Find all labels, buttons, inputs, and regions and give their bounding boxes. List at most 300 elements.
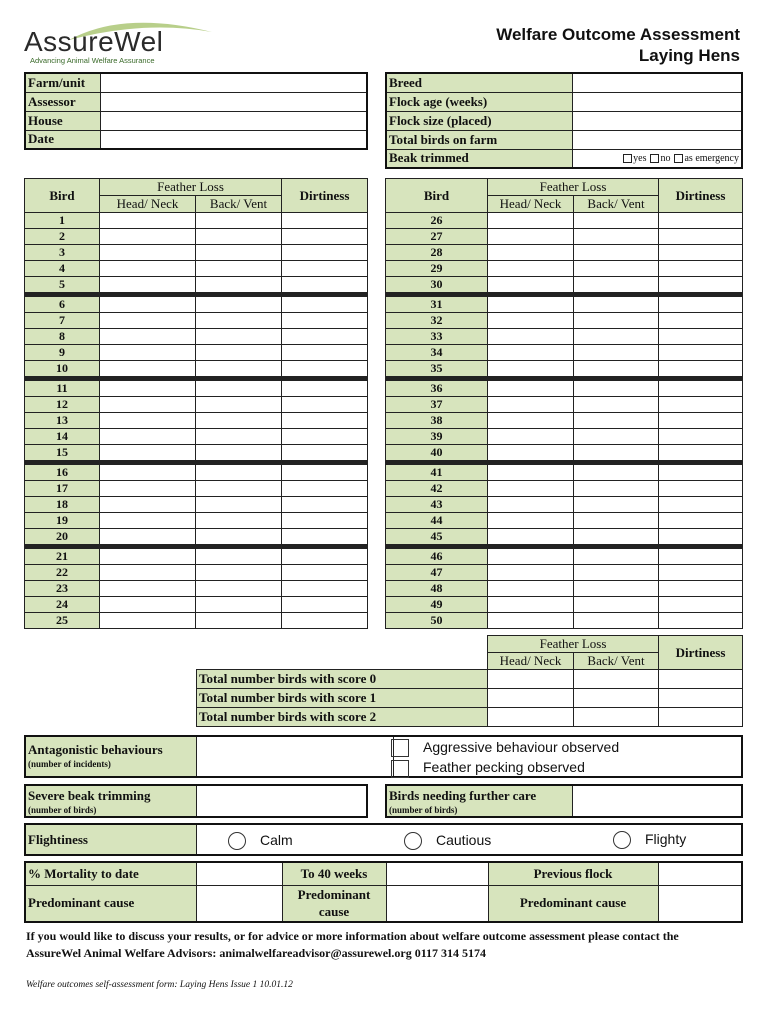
head-neck-score[interactable]	[488, 413, 574, 429]
back-vent-score[interactable]	[574, 547, 659, 565]
bird-number: 49	[386, 597, 488, 613]
predominant-cause-mid-input[interactable]	[386, 885, 488, 922]
bird-number: 14	[25, 429, 100, 445]
feather-pecking-option[interactable]	[391, 757, 619, 777]
back-vent-score[interactable]	[196, 513, 282, 529]
back-vent-score[interactable]	[574, 565, 659, 581]
bird-number: 18	[25, 497, 100, 513]
bird-row	[25, 513, 368, 529]
farm-info-label: Assessor	[25, 92, 100, 111]
severe-beak-section	[24, 784, 368, 818]
total-dirtiness[interactable]	[659, 689, 743, 708]
head-neck-score[interactable]	[488, 513, 574, 529]
back-vent-score[interactable]	[196, 463, 282, 481]
dirtiness-score[interactable]	[282, 613, 368, 629]
back-vent-score[interactable]	[196, 295, 282, 313]
back-vent-score[interactable]	[574, 261, 659, 277]
dirtiness-score[interactable]	[659, 581, 743, 597]
back-vent-score[interactable]	[196, 497, 282, 513]
bird-row	[25, 445, 368, 463]
bird-row	[386, 565, 743, 581]
bird-number: 19	[25, 513, 100, 529]
flighty-radio[interactable]	[613, 831, 631, 849]
head-neck-score[interactable]	[100, 463, 196, 481]
head-neck-score[interactable]	[100, 261, 196, 277]
cautious-radio[interactable]	[404, 832, 422, 850]
back-vent-score[interactable]	[196, 581, 282, 597]
head-neck-score[interactable]	[100, 613, 196, 629]
bird-number: 34	[386, 345, 488, 361]
back-vent-score[interactable]	[196, 229, 282, 245]
bird-row	[386, 313, 743, 329]
dirtiness-score[interactable]	[659, 345, 743, 361]
dirtiness-score[interactable]	[282, 413, 368, 429]
back-vent-score[interactable]	[574, 295, 659, 313]
dirtiness-score[interactable]	[282, 565, 368, 581]
further-care-sub: (number of birds)	[389, 805, 458, 815]
head-neck-score[interactable]	[488, 565, 574, 581]
further-care-input[interactable]	[573, 786, 741, 816]
bird-number: 23	[25, 581, 100, 597]
bird-number: 36	[386, 379, 488, 397]
total-score-label: Total number birds with score 1	[197, 689, 488, 708]
bird-number: 8	[25, 329, 100, 345]
dirtiness-score[interactable]	[659, 547, 743, 565]
head-neck-score[interactable]	[100, 329, 196, 345]
flightiness-section	[24, 823, 743, 856]
back-vent-score[interactable]	[574, 313, 659, 329]
bird-row	[25, 613, 368, 629]
bird-number: 44	[386, 513, 488, 529]
bird-number: 27	[386, 229, 488, 245]
back-vent-score[interactable]	[196, 397, 282, 413]
dirtiness-score[interactable]	[282, 313, 368, 329]
dirtiness-score[interactable]	[282, 329, 368, 345]
bird-row	[25, 295, 368, 313]
head-neck-score[interactable]	[100, 213, 196, 229]
dirtiness-score[interactable]	[282, 229, 368, 245]
dirtiness-score[interactable]	[659, 613, 743, 629]
dirtiness-score[interactable]	[282, 397, 368, 413]
head-neck-score[interactable]	[100, 565, 196, 581]
bird-row	[25, 481, 368, 497]
bird-row	[386, 429, 743, 445]
head-neck-score[interactable]	[100, 481, 196, 497]
head-neck-score[interactable]	[100, 313, 196, 329]
total-score-label: Total number birds with score 0	[197, 670, 488, 689]
dirtiness-score[interactable]	[282, 361, 368, 379]
flock-info-input[interactable]	[572, 130, 742, 149]
farm-info-label: Date	[25, 130, 100, 149]
dirtiness-score[interactable]	[282, 547, 368, 565]
total-back-vent[interactable]	[574, 689, 659, 708]
head-neck-score[interactable]	[488, 613, 574, 629]
head-neck-score[interactable]	[488, 295, 574, 313]
logo-tagline: Advancing Animal Welfare Assurance	[30, 56, 155, 65]
bird-row	[386, 413, 743, 429]
aggressive-checkbox[interactable]	[391, 739, 409, 757]
dirtiness-score[interactable]	[282, 463, 368, 481]
dirtiness-score[interactable]	[659, 329, 743, 345]
flock-info-label: Beak trimmed	[386, 149, 572, 168]
head-neck-score[interactable]	[100, 513, 196, 529]
dirtiness-score[interactable]	[659, 513, 743, 529]
head-neck-score[interactable]	[100, 345, 196, 361]
back-vent-score[interactable]	[574, 463, 659, 481]
bird-row	[25, 277, 368, 295]
dirtiness-score[interactable]	[282, 497, 368, 513]
head-neck-score[interactable]	[488, 261, 574, 277]
bird-number: 32	[386, 313, 488, 329]
head-neck-score[interactable]	[488, 445, 574, 463]
dirtiness-score[interactable]	[659, 529, 743, 547]
bird-row	[386, 497, 743, 513]
bird-header: Bird	[25, 179, 100, 213]
flock-info-label: Breed	[386, 73, 572, 92]
dirtiness-score[interactable]	[659, 295, 743, 313]
back-vent-score[interactable]	[574, 361, 659, 379]
bird-row	[25, 329, 368, 345]
back-vent-score[interactable]	[574, 413, 659, 429]
dirtiness-score[interactable]	[659, 565, 743, 581]
bird-row	[25, 529, 368, 547]
feather-pecking-checkbox[interactable]	[391, 760, 409, 778]
bird-number: 42	[386, 481, 488, 497]
predominant-cause-previous-label: Predominant cause	[488, 885, 658, 922]
beak-checkbox[interactable]	[674, 154, 683, 163]
beak-option[interactable]	[674, 153, 739, 164]
head-neck-score[interactable]	[100, 413, 196, 429]
back-vent-score[interactable]	[196, 529, 282, 547]
head-neck-score[interactable]	[100, 445, 196, 463]
head-neck-score[interactable]	[100, 295, 196, 313]
back-vent-score[interactable]	[574, 345, 659, 361]
antagonistic-sub: (number of incidents)	[28, 759, 111, 769]
head-neck-score[interactable]	[100, 379, 196, 397]
beak-option[interactable]	[623, 153, 646, 164]
back-vent-score[interactable]	[196, 361, 282, 379]
head-neck-score[interactable]	[100, 429, 196, 445]
bird-row	[25, 379, 368, 397]
bird-number: 1	[25, 213, 100, 229]
bird-number: 28	[386, 245, 488, 261]
calm-label: Calm	[260, 832, 293, 848]
bird-number: 24	[25, 597, 100, 613]
beak-option[interactable]	[650, 153, 670, 164]
back-vent-score[interactable]	[196, 245, 282, 261]
dirtiness-score[interactable]	[282, 429, 368, 445]
head-neck-score[interactable]	[100, 277, 196, 295]
dirtiness-score[interactable]	[659, 213, 743, 229]
bird-number: 3	[25, 245, 100, 261]
flightiness-flighty-option[interactable]	[613, 831, 686, 849]
dirtiness-score[interactable]	[282, 345, 368, 361]
beak-option-label: no	[660, 152, 671, 164]
dirtiness-score[interactable]	[659, 379, 743, 397]
beak-option-label: yes	[633, 152, 647, 164]
back-vent-score[interactable]	[574, 513, 659, 529]
back-vent-score[interactable]	[574, 213, 659, 229]
head-neck-score[interactable]	[100, 229, 196, 245]
dirtiness-score[interactable]	[659, 413, 743, 429]
head-neck-score[interactable]	[488, 245, 574, 261]
bird-number: 35	[386, 361, 488, 379]
bird-number: 39	[386, 429, 488, 445]
dirtiness-score[interactable]	[659, 463, 743, 481]
bird-number: 15	[25, 445, 100, 463]
dirtiness-score[interactable]	[659, 397, 743, 413]
dirtiness-score[interactable]	[659, 481, 743, 497]
back-vent-score[interactable]	[196, 597, 282, 613]
flock-info-input[interactable]	[572, 92, 742, 111]
head-neck-score[interactable]	[488, 213, 574, 229]
head-neck-score[interactable]	[488, 597, 574, 613]
back-vent-score[interactable]	[196, 277, 282, 295]
back-vent-score[interactable]	[196, 429, 282, 445]
head-neck-score[interactable]	[488, 329, 574, 345]
predominant-cause-label: Predominant cause	[25, 885, 196, 922]
to-40-weeks-input[interactable]	[386, 862, 488, 885]
bird-row	[386, 295, 743, 313]
back-vent-score[interactable]	[196, 329, 282, 345]
total-back-vent[interactable]	[574, 670, 659, 689]
predominant-cause-mid-label: Predominant cause	[282, 885, 386, 922]
bird-number: 25	[25, 613, 100, 629]
dirtiness-score[interactable]	[282, 597, 368, 613]
flightiness-calm-option[interactable]	[228, 832, 293, 850]
mortality-input[interactable]	[196, 862, 282, 885]
bird-number: 7	[25, 313, 100, 329]
bird-row	[386, 481, 743, 497]
farm-info-label: Farm/unit	[25, 73, 100, 92]
back-vent-score[interactable]	[574, 397, 659, 413]
further-care-section	[385, 784, 743, 818]
dirtiness-score[interactable]	[282, 261, 368, 277]
head-neck-score[interactable]	[488, 463, 574, 481]
dirtiness-score[interactable]	[282, 277, 368, 295]
flock-info-input[interactable]	[572, 111, 742, 130]
total-dirtiness[interactable]	[659, 708, 743, 727]
beak-option-label: as emergency	[684, 152, 739, 164]
head-neck-header: Head/ Neck	[488, 196, 574, 213]
previous-flock-input[interactable]	[658, 862, 742, 885]
head-neck-score[interactable]	[100, 245, 196, 261]
back-vent-score[interactable]	[196, 481, 282, 497]
head-neck-score[interactable]	[488, 313, 574, 329]
dirtiness-score[interactable]	[282, 213, 368, 229]
flock-info-input[interactable]	[572, 73, 742, 92]
head-neck-score[interactable]	[488, 581, 574, 597]
totals-table	[196, 635, 743, 727]
dirtiness-score[interactable]	[282, 513, 368, 529]
head-neck-score[interactable]	[488, 379, 574, 397]
antagonistic-label: Antagonistic behaviours	[28, 742, 163, 757]
bird-row	[386, 397, 743, 413]
farm-info-table	[24, 72, 368, 150]
back-vent-score[interactable]	[574, 445, 659, 463]
back-vent-score[interactable]	[196, 379, 282, 397]
bird-number: 26	[386, 213, 488, 229]
back-vent-score[interactable]	[574, 429, 659, 445]
to-40-weeks-label: To 40 weeks	[282, 862, 386, 885]
back-vent-score[interactable]	[196, 313, 282, 329]
dirtiness-score[interactable]	[659, 261, 743, 277]
bird-row	[25, 497, 368, 513]
head-neck-score[interactable]	[488, 497, 574, 513]
bird-header: Bird	[386, 179, 488, 213]
dirtiness-score[interactable]	[659, 277, 743, 295]
dirtiness-header: Dirtiness	[659, 636, 743, 670]
dirtiness-score[interactable]	[659, 361, 743, 379]
bird-row	[25, 313, 368, 329]
bird-score-table-right	[385, 178, 743, 629]
head-neck-score[interactable]	[100, 581, 196, 597]
bird-number: 48	[386, 581, 488, 597]
dirtiness-header: Dirtiness	[282, 179, 368, 213]
head-neck-score[interactable]	[100, 497, 196, 513]
farm-info-input[interactable]	[100, 73, 367, 92]
dirtiness-score[interactable]	[659, 445, 743, 463]
bird-number: 37	[386, 397, 488, 413]
beak-checkbox[interactable]	[623, 154, 632, 163]
dirtiness-score[interactable]	[282, 295, 368, 313]
feather-loss-header: Feather Loss	[100, 179, 282, 196]
bird-row	[386, 581, 743, 597]
predominant-cause-input[interactable]	[196, 885, 282, 922]
dirtiness-score[interactable]	[282, 581, 368, 597]
back-vent-score[interactable]	[574, 529, 659, 547]
dirtiness-score[interactable]	[282, 379, 368, 397]
dirtiness-score[interactable]	[282, 529, 368, 547]
logo-text: AssureWel	[24, 26, 164, 57]
dirtiness-score[interactable]	[282, 245, 368, 261]
head-neck-score[interactable]	[488, 277, 574, 295]
bird-number: 33	[386, 329, 488, 345]
bird-row	[25, 213, 368, 229]
dirtiness-score[interactable]	[659, 429, 743, 445]
back-vent-score[interactable]	[574, 277, 659, 295]
head-neck-score[interactable]	[488, 397, 574, 413]
bird-row	[386, 277, 743, 295]
back-vent-score[interactable]	[196, 565, 282, 581]
farm-info-input[interactable]	[100, 111, 367, 130]
bird-row	[386, 329, 743, 345]
bird-row	[386, 379, 743, 397]
bird-number: 22	[25, 565, 100, 581]
dirtiness-score[interactable]	[659, 245, 743, 261]
title-line-1: Welfare Outcome Assessment	[496, 25, 740, 44]
total-head-neck[interactable]	[488, 708, 574, 727]
antagonistic-count-input[interactable]	[197, 737, 394, 776]
severe-beak-input[interactable]	[197, 786, 366, 816]
dirtiness-score[interactable]	[659, 597, 743, 613]
bird-row	[386, 463, 743, 481]
severe-beak-sub: (number of birds)	[28, 805, 97, 815]
dirtiness-score[interactable]	[659, 313, 743, 329]
feather-loss-header: Feather Loss	[488, 636, 659, 653]
flighty-label: Flighty	[645, 831, 687, 847]
back-vent-score[interactable]	[196, 261, 282, 277]
bird-number: 16	[25, 463, 100, 481]
total-head-neck[interactable]	[488, 670, 574, 689]
back-vent-score[interactable]	[574, 379, 659, 397]
flightiness-cautious-option[interactable]	[404, 832, 491, 850]
back-vent-score[interactable]	[574, 229, 659, 245]
footer-line-2: AssureWel Animal Welfare Advisors: animalwelfareadvisor@assurewel.org 0117 314 5174	[26, 946, 487, 960]
bird-number: 17	[25, 481, 100, 497]
total-dirtiness[interactable]	[659, 670, 743, 689]
aggressive-option[interactable]	[391, 737, 619, 757]
cautious-label: Cautious	[436, 832, 492, 848]
head-neck-score[interactable]	[100, 547, 196, 565]
back-vent-score[interactable]	[196, 445, 282, 463]
predominant-cause-previous-input[interactable]	[658, 885, 742, 922]
back-vent-score[interactable]	[574, 329, 659, 345]
head-neck-score[interactable]	[488, 429, 574, 445]
back-vent-score[interactable]	[196, 613, 282, 629]
bird-number: 10	[25, 361, 100, 379]
back-vent-header: Back/ Vent	[574, 196, 659, 213]
dirtiness-score[interactable]	[659, 229, 743, 245]
back-vent-score[interactable]	[574, 497, 659, 513]
bird-number: 41	[386, 463, 488, 481]
bird-row	[386, 513, 743, 529]
total-back-vent[interactable]	[574, 708, 659, 727]
back-vent-score[interactable]	[196, 213, 282, 229]
back-vent-score[interactable]	[574, 581, 659, 597]
head-neck-score[interactable]	[488, 229, 574, 245]
back-vent-score[interactable]	[574, 481, 659, 497]
footer-issue: Welfare outcomes self-assessment form: Laying Hens Issue 1 10.01.12	[26, 980, 293, 990]
back-vent-score[interactable]	[196, 345, 282, 361]
beak-trimmed-options[interactable]	[572, 149, 742, 168]
head-neck-score[interactable]	[100, 597, 196, 613]
bird-number: 21	[25, 547, 100, 565]
head-neck-score[interactable]	[100, 397, 196, 413]
head-neck-score[interactable]	[100, 529, 196, 547]
bird-row	[25, 413, 368, 429]
bird-number: 11	[25, 379, 100, 397]
logo	[24, 18, 194, 66]
bird-number: 31	[386, 295, 488, 313]
back-vent-score[interactable]	[574, 613, 659, 629]
head-neck-score[interactable]	[488, 547, 574, 565]
total-head-neck[interactable]	[488, 689, 574, 708]
footer-contact	[26, 928, 679, 962]
back-vent-score[interactable]	[574, 597, 659, 613]
bird-number: 50	[386, 613, 488, 629]
bird-number: 5	[25, 277, 100, 295]
head-neck-score[interactable]	[488, 345, 574, 361]
head-neck-score[interactable]	[100, 361, 196, 379]
head-neck-score[interactable]	[488, 529, 574, 547]
farm-info-input[interactable]	[100, 92, 367, 111]
bird-score-table-left	[24, 178, 368, 629]
dirtiness-score[interactable]	[282, 481, 368, 497]
farm-info-input[interactable]	[100, 130, 367, 149]
bird-row	[386, 547, 743, 565]
beak-checkbox[interactable]	[650, 154, 659, 163]
back-vent-score[interactable]	[196, 547, 282, 565]
bird-row	[25, 245, 368, 261]
dirtiness-score[interactable]	[659, 497, 743, 513]
calm-radio[interactable]	[228, 832, 246, 850]
dirtiness-score[interactable]	[282, 445, 368, 463]
back-vent-score[interactable]	[574, 245, 659, 261]
back-vent-score[interactable]	[196, 413, 282, 429]
head-neck-score[interactable]	[488, 481, 574, 497]
head-neck-score[interactable]	[488, 361, 574, 379]
